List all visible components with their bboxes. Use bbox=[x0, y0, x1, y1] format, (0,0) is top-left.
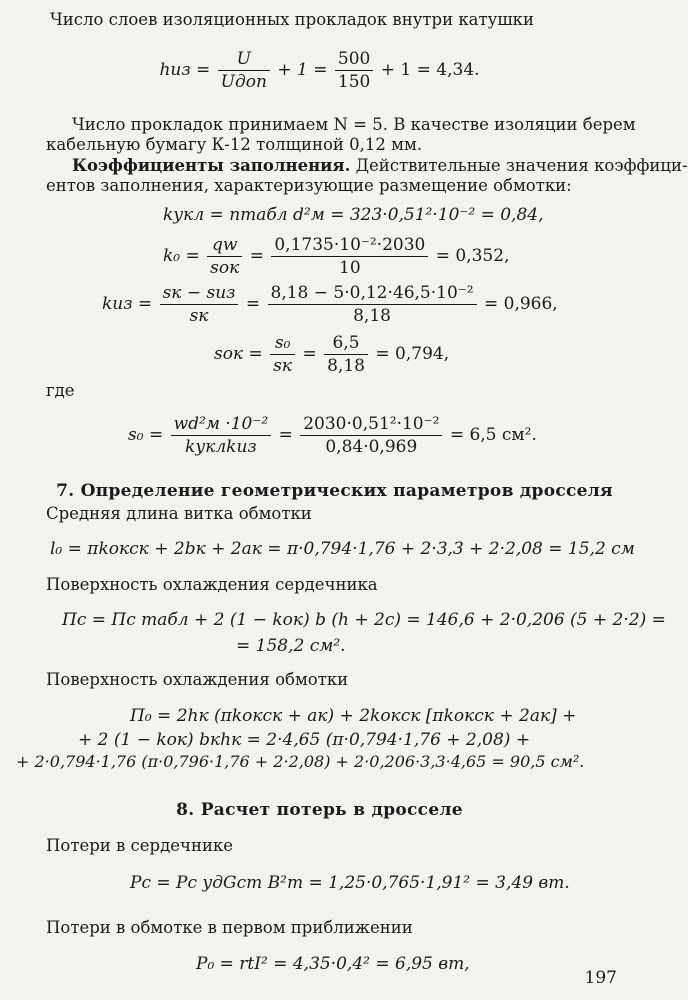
text-line-layers: Число слоев изоляционных прокладок внутри катушки bbox=[50, 10, 534, 29]
fraction: $\frac{\text{0,1735·10⁻²·2030}}{10}$ bbox=[271, 234, 428, 279]
text-line-fill-coeffs-2: ентов заполнения, характеризующие размещение обмотки: bbox=[46, 176, 572, 195]
fraction: $\frac{500}{150}$ bbox=[335, 48, 373, 93]
fraction: $\frac{qw}{\text{sок}}$ bbox=[207, 234, 242, 279]
equation-k0: k₀ = $\frac{qw}{\text{sок}}$ = $\frac{\text{0,1735·10⁻²·2030}}{10}$ = 0,352, bbox=[163, 235, 510, 278]
text-line-avg-turn: Средняя длина витка обмотки bbox=[46, 504, 312, 523]
equation-k-ukl: kукл = nтабл d²м = 323·0,51²·10⁻² = 0,84, bbox=[163, 205, 544, 225]
fraction: $\frac{\text{8,18 − 5·0,12·46,5·10⁻²}}{8,18}$ bbox=[268, 282, 477, 327]
fraction: $\frac{U}{\text{Uдоп}}$ bbox=[218, 48, 270, 93]
fraction: $\frac{\text{s₀}}{sк}$ bbox=[270, 332, 295, 377]
equation-k-iz: kиз = $\frac{\text{sк − sиз}}{sк}$ = $\frac{\text{8,18 − 5·0,12·46,5·10⁻²}}{8,18}$ = 0,966, bbox=[102, 283, 558, 326]
section-heading-8: 8. Расчет потерь в дросселе bbox=[176, 800, 463, 820]
page-number: 197 bbox=[584, 968, 617, 988]
eq-lhs: hиз = bbox=[159, 60, 211, 80]
text-line-core-cooling: Поверхность охлаждения сердечника bbox=[46, 575, 378, 594]
text-line-winding-cooling: Поверхность охлаждения обмотки bbox=[46, 670, 349, 689]
equation-s0: s₀ = $\frac{\text{wd²м ·10⁻²}}{\text{kуклkиз}}$ = $\frac{\text{2030·0,51²·10⁻²}}{0,84\cdot 0,969}$ = 6,5 см². bbox=[128, 414, 537, 457]
equation-P0-line-3: + 2·0,794·1,76 (π·0,796·1,76 + 2·2,08) + 2·0,206·3,3·4,65 = 90,5 см². bbox=[16, 752, 585, 771]
equation-P0-line-2: + 2 (1 − kок) bкhк = 2·4,65 (π·0,794·1,76 + 2,08) + bbox=[78, 730, 531, 750]
equation-P0-line-1: П₀ = 2hк (πkокcк + aк) + 2kокcк [πkокcк + 2aк] + bbox=[130, 706, 577, 726]
fraction: $\frac{\text{2030·0,51²·10⁻²}}{0,84\cdot 0,969}$ bbox=[300, 413, 442, 458]
text-where: где bbox=[46, 381, 75, 400]
fraction: $\frac{\text{wd²м ·10⁻²}}{\text{kуклkиз}}$ bbox=[171, 413, 272, 458]
text-line-fill-coeffs: Коэффициенты заполнения. Действительные значения коэффици- bbox=[72, 156, 688, 175]
section-run-in-title: Коэффициенты заполнения. bbox=[72, 156, 351, 175]
equation-s-ok: sок = $\frac{\text{s₀}}{sк}$ = $\frac{6,5}{8,18}$ = 0,794, bbox=[214, 333, 450, 376]
text-line-core-loss: Потери в сердечнике bbox=[46, 836, 234, 855]
fraction: $\frac{6,5}{8,18}$ bbox=[324, 332, 368, 377]
text-line-gaskets: Число прокладок принимаем N = 5. В качестве изоляции берем bbox=[72, 115, 636, 134]
equation-Pc-line-2: = 158,2 см². bbox=[236, 636, 346, 656]
fraction: $\frac{\text{sк − sиз}}{sк}$ bbox=[160, 282, 239, 327]
equation-n-iz: hиз = $\frac{U}{\text{Uдоп}}$ + 1 = $\frac{500}{150}$ + 1 = 4,34. bbox=[159, 49, 480, 92]
section-heading-7: 7. Определение геометрических параметров дросселя bbox=[56, 481, 613, 501]
equation-l0: l₀ = πkокcк + 2bк + 2aк = π·0,794·1,76 + 2·3,3 + 2·2,08 = 15,2 см bbox=[50, 539, 635, 559]
equation-P-winding: P₀ = rtI² = 4,35·0,4² = 6,95 вт, bbox=[196, 954, 470, 974]
equation-P-core: Pс = Pс удGст B²m = 1,25·0,765·1,91² = 3,49 вт. bbox=[130, 873, 570, 893]
text-line-winding-loss: Потери в обмотке в первом приближении bbox=[46, 918, 413, 937]
text-line-paper: кабельную бумагу К-12 толщиной 0,12 мм. bbox=[46, 135, 423, 154]
equation-Pc-line-1: Пс = Пс табл + 2 (1 − kок) b (h + 2c) = 146,6 + 2·0,206 (5 + 2·2) = bbox=[62, 610, 666, 630]
